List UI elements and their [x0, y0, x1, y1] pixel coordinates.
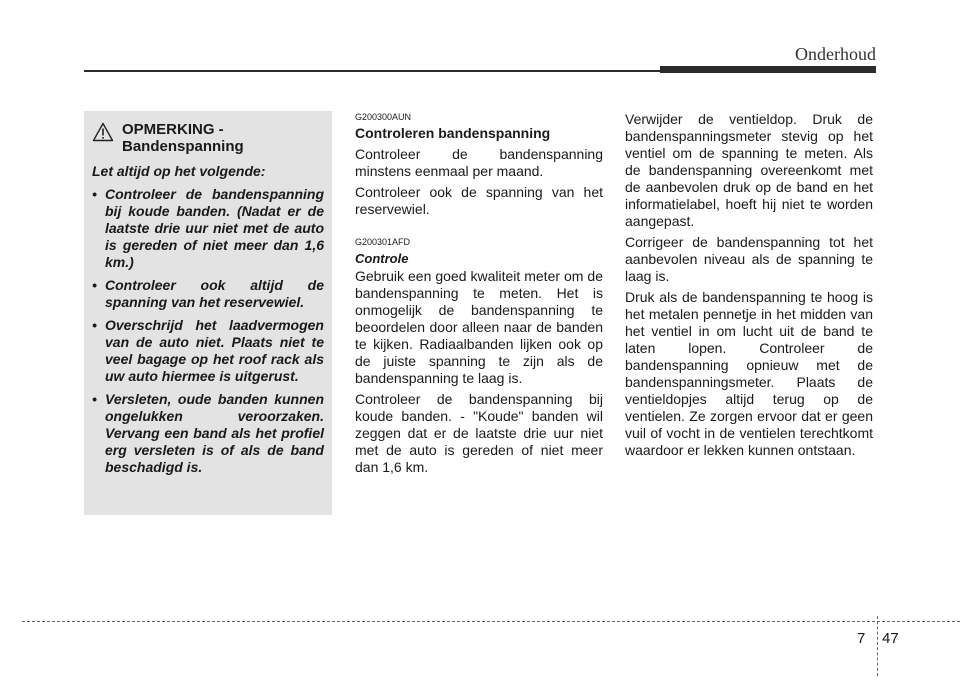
note-list	[92, 186, 324, 476]
note-intro: Let altijd op het volgende:	[92, 163, 266, 179]
note-item: • Controleer de bandenspanning bij koude banden. (Nadat er de laatste drie uur niet met de auto is gereden of niet meer dan 1,6 km.)	[92, 186, 324, 270]
note-title-line1: OPMERKING -	[122, 121, 224, 138]
footer-rule	[22, 621, 960, 622]
note-title-line2: Bandenspanning	[122, 138, 244, 155]
note-item: • Controleer ook altijd de spanning van het reservewiel.	[92, 277, 324, 310]
page-number: 47	[882, 630, 899, 647]
page-section-title: Onderhoud	[795, 44, 876, 64]
paragraph: Corrigeer de bandenspanning tot het aanbevolen niveau als de spanning te laag is.	[625, 234, 873, 284]
middle-column	[355, 111, 603, 480]
paragraph: Druk als de bandenspanning te hoog is het metalen pennetje in het midden van het ventiel in om lucht uit de band te laten lopen. Controleer de bandenspanning opnieuw met de bandenspanningsmeter. Plaats de ventieldopjes altijd terug op de ventielen. Ze zorgen ervoor dat er geen vuil of vocht in de ventielen terechtkomt waardoor er lekken kunnen ontstaan.	[625, 289, 873, 458]
paragraph: Controleer ook de spanning van het reservewiel.	[355, 184, 603, 217]
paragraph: Gebruik een goed kwaliteit meter om de bandenspanning te meten. Het is onmogelijk de bandenspanning te beoordelen door alleen naar de banden te kijken. Radiaalbanden lijken ook op de juiste spanning te zijn als de bandenspanning te laag is.	[355, 268, 603, 386]
note-item: • Overschrijd het laadvermogen van de auto niet. Plaats niet te veel bagage op het roof rack als uw auto hiermee is uitgerust.	[92, 317, 324, 384]
paragraph: Verwijder de ventieldop. Druk de bandenspanningsmeter stevig op het ventiel om de spanning te meten. Als de bandenspanning overeenkomt met de aanbevolen druk op de band en het informatielabel, hoeft hij niet te worden aangepast.	[625, 111, 873, 229]
paragraph: Controleer de bandenspanning bij koude banden. - "Koude" banden wil zeggen dat er de laatste drie uur niet met de auto is gereden of niet meer dan 1,6 km.	[355, 391, 603, 475]
section-code: G200301AFD	[355, 237, 411, 247]
chapter-number: 7	[857, 630, 866, 647]
section-heading: Controleren bandenspanning	[355, 125, 551, 141]
header-rule	[84, 70, 660, 72]
section-code: G200300AUN	[355, 112, 412, 122]
header-rule-accent	[660, 66, 876, 73]
warning-triangle-icon	[92, 122, 114, 142]
footer-divider	[877, 616, 878, 676]
note-box	[84, 111, 332, 515]
note-item: • Versleten, oude banden kunnen ongelukken veroorzaken. Vervang een band als het profiel erg versleten is of als de band beschadigd is.	[92, 391, 324, 475]
note-header	[92, 121, 324, 155]
right-column	[625, 111, 873, 463]
sub-heading: Controle	[355, 251, 409, 266]
note-title	[122, 121, 244, 155]
paragraph: Controleer de bandenspanning minstens eenmaal per maand.	[355, 146, 603, 179]
